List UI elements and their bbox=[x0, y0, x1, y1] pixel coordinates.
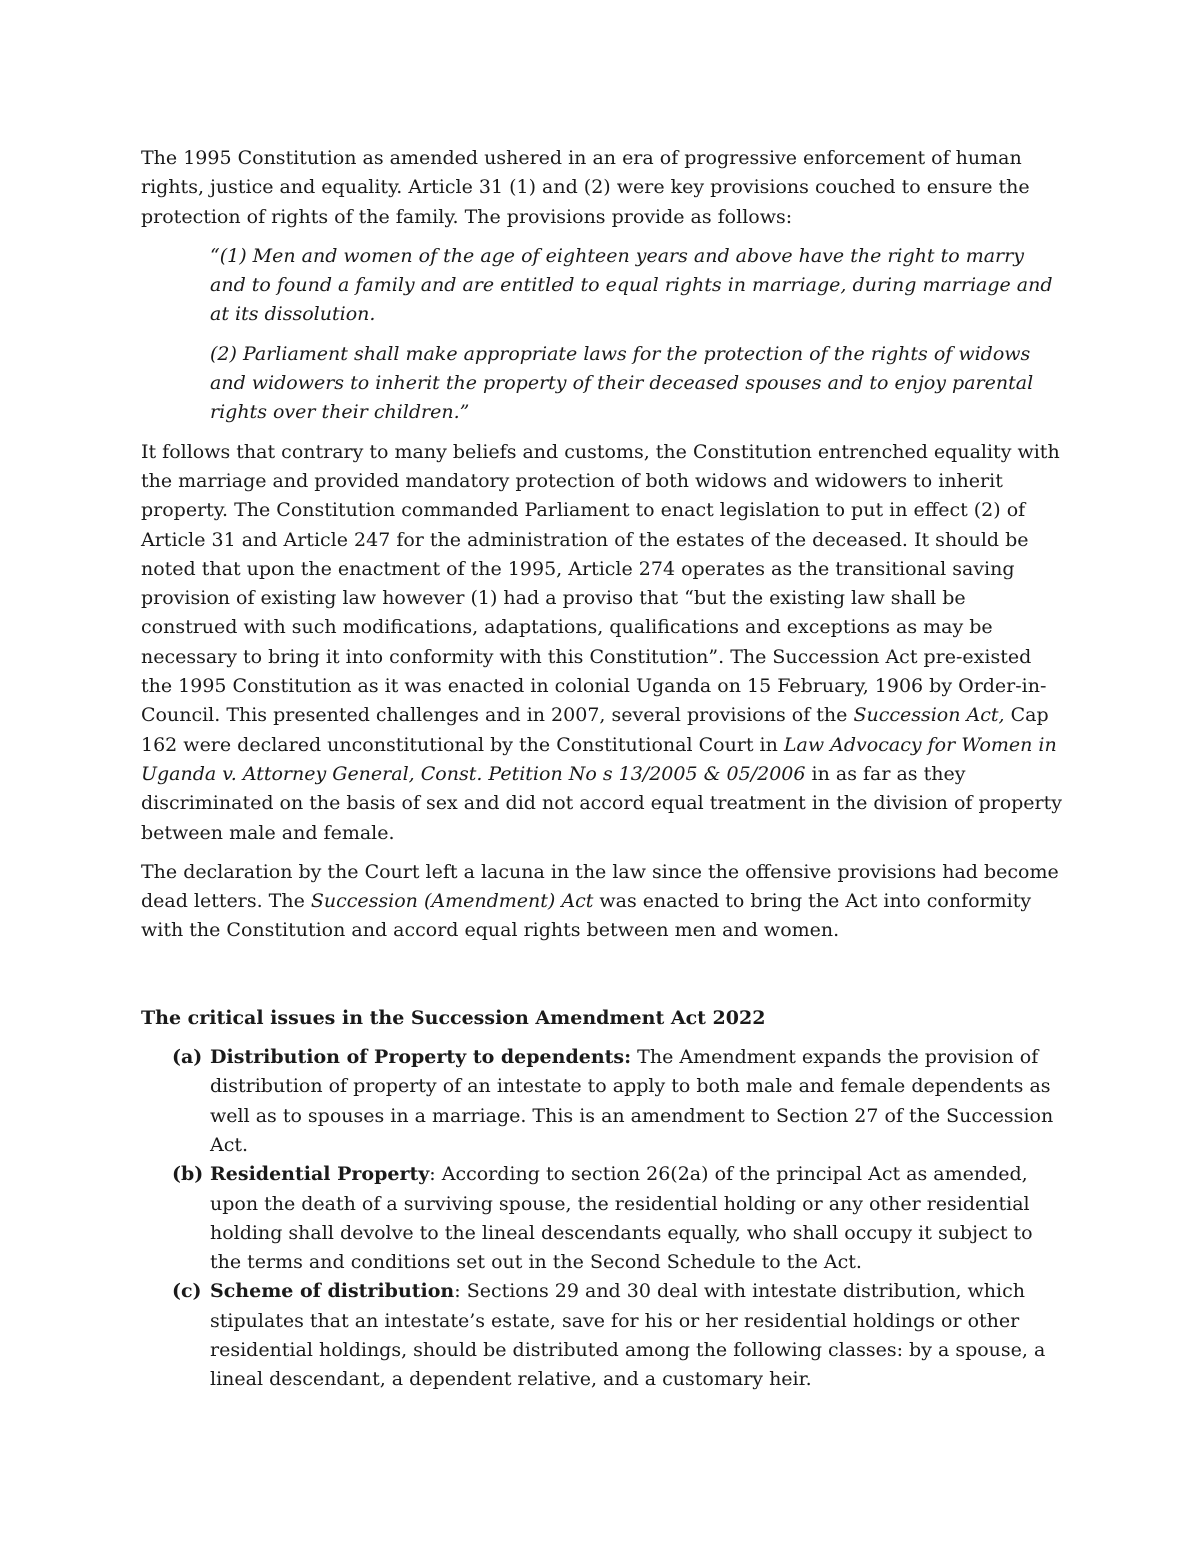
issue-title: Scheme of distribution bbox=[210, 1280, 455, 1303]
list-item bbox=[141, 1160, 1063, 1277]
document-page bbox=[141, 144, 1063, 1395]
list-marker: (c) bbox=[172, 1280, 202, 1303]
list-item bbox=[141, 1043, 1063, 1160]
list-marker: (a) bbox=[172, 1046, 203, 1069]
body-paragraph-1 bbox=[141, 438, 1063, 848]
list-item bbox=[141, 1277, 1063, 1394]
act-title: Succession (Amendment) Act bbox=[310, 890, 594, 913]
intro-paragraph: The 1995 Constitution as amended ushered in an era of progressive enforcement of human rights, justice and equality. Article 31 (1) and (2) were key provisions couched to ensure the protection of rights of the family. The provisions provide as follows: bbox=[141, 147, 1030, 228]
issue-title: Residential Property bbox=[210, 1163, 430, 1186]
quote-clause-1: “(1) Men and women of the age of eighteen years and above have the right to marry and to found a family and are entitled to equal rights in marriage, during marriage and at its dissolution. bbox=[210, 244, 1053, 326]
list-marker: (b) bbox=[172, 1163, 204, 1186]
body-paragraph-2 bbox=[141, 858, 1063, 946]
section-heading: The critical issues in the Succession Amendment Act 2022 bbox=[141, 1006, 766, 1029]
body-text: Cap 162 were declared unconstitutional by the Constitutional Court in bbox=[141, 704, 1049, 756]
issue-text: : According to section 26(2a) of the principal Act as amended, upon the death of a surviving spouse, the residential holding or any other residential holding shall devolve to the lineal descendants equally, who shall occupy it subject to the terms and conditions set out in the Second Schedule to the Act. bbox=[210, 1163, 1033, 1274]
body-text: in as far as they discriminated on the basis of sex and did not accord equal treatment in the division of property between male and female. bbox=[141, 762, 1062, 844]
issue-text: The Amendment expands the provision of distribution of property of an intestate to apply to both male and female dependents as well as to spouses in a marriage. This is an amendment to Section 27 of the Succession Act. bbox=[210, 1046, 1054, 1156]
body-text: The declaration by the Court left a lacuna in the law since the offensive provisions had become dead letters. The bbox=[141, 860, 1059, 913]
act-title: Succession Act, bbox=[853, 704, 1005, 727]
quote-clause-2: (2) Parliament shall make appropriate laws for the protection of the rights of widows and widowers to inherit the property of their deceased spouses and to enjoy parental rights over their children.” bbox=[210, 342, 1034, 424]
issues-list bbox=[141, 1043, 1063, 1395]
issue-text: : Sections 29 and 30 deal with intestate distribution, which stipulates that an intestate’s estate, save for his or her residential holdings or other residential holdings, should be distributed among the following classes: by a spouse, a lineal descendant, a dependent relative, and a customary heir. bbox=[210, 1280, 1046, 1391]
body-text: It follows that contrary to many beliefs and customs, the Constitution entrenched equality with the marriage and provided mandatory protection of both widows and widowers to inherit property. The Constitution commanded Parliament to enact legislation to put in effect (2) of Article 31 and Article 247 for the administration of the estates of the deceased. It should be noted that upon the enactment of the 1995, Article 274 operates as the transitional saving provision of existing law however (1) had a proviso that “but the existing law shall be construed with such modifications, adaptations, qualifications and exceptions as may be necessary to bring it into conformity with this Constitution”. The Succession Act pre-existed the 1995 Constitution as it was enacted in colonial Uganda on 15 February, 1906 by Order-in-Council. This presented challenges and in 2007, several provisions of the bbox=[141, 440, 1060, 727]
body-text: was enacted to bring the Act into conformity with the Constitution and accord equal rights between men and women. bbox=[141, 890, 1032, 942]
issue-title: Distribution of Property to dependents: bbox=[210, 1046, 632, 1069]
case-citation: Law Advocacy for Women in Uganda v. Attorney General, Const. Petition No s 13/2005 & 05/2006 bbox=[141, 733, 1057, 785]
